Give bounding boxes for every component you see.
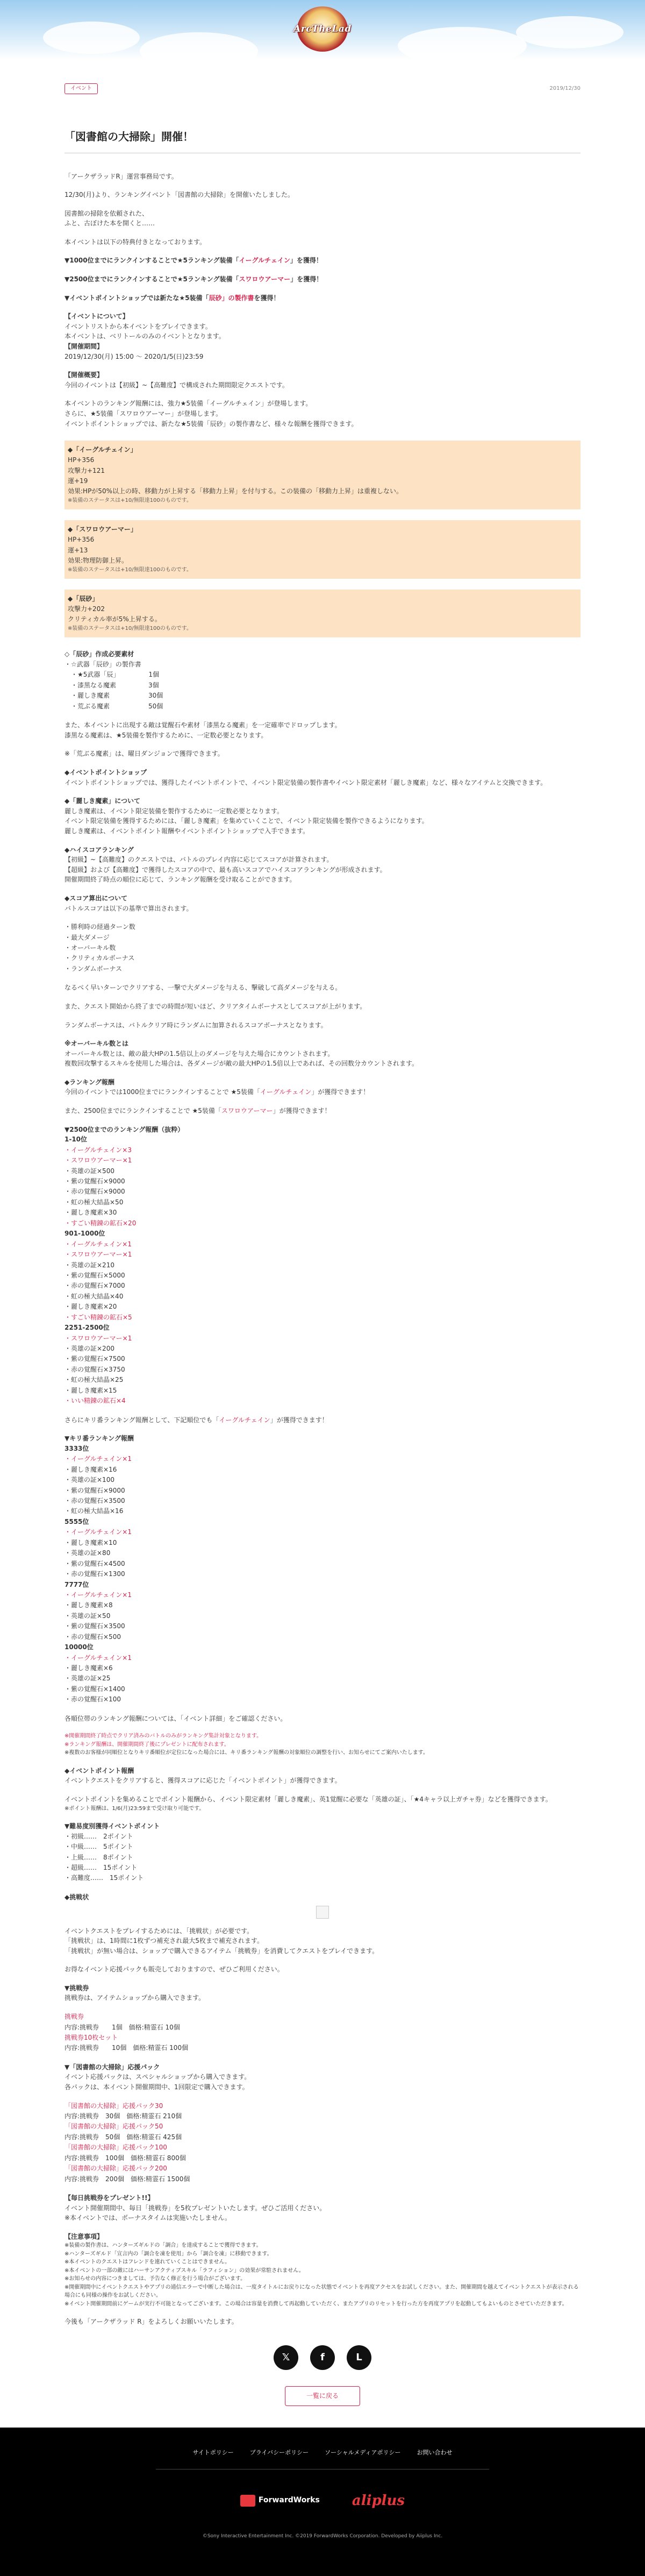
section-heading: ◆イベントポイント報酬 xyxy=(64,1766,134,1775)
reward-item: ・英雄の証×500 xyxy=(64,1167,114,1175)
list-item: 「図書館の大掃除」応援パック50 xyxy=(64,2123,163,2131)
section-heading: 【注意事項】 xyxy=(64,2232,104,2240)
text-line: 麗しき魔素は、イベント限定装備を製作するために一定数必要となります。 xyxy=(64,807,284,815)
forwardworks-mark-icon xyxy=(240,2495,255,2507)
section-heading: 【開催期間】 xyxy=(64,343,104,351)
section-heading: ▼挑戦券 xyxy=(64,1984,89,1992)
note-line: ※開催期間終了時点でクリア済みのバトルのみがランキング集計対象となります。 xyxy=(64,1733,262,1740)
footer-link-site-policy[interactable]: サイトポリシー xyxy=(192,2449,234,2456)
text-line: オーバーキル数とは、敵の最大HPの1.5倍以上のダメージを与えた場合にカウントされます。 xyxy=(64,1049,334,1058)
reward-item: ・英雄の証×25 xyxy=(64,1674,111,1683)
closing-line: 今後も「アークザラッド R」をよろしくお願いいたします。 xyxy=(64,2318,238,2326)
intro-line: ふと、古ぼけた本を開くと…… xyxy=(64,219,155,228)
reward-item: ・紫の覚醒石×3500 xyxy=(64,1622,125,1630)
reward-item: ・英雄の証×80 xyxy=(64,1549,111,1557)
section-heading: ▼キリ番ランキング報酬 xyxy=(64,1435,134,1443)
rank-tier-heading: 3333位 xyxy=(64,1444,89,1452)
reward-item: ・いい精錬の鉱石×4 xyxy=(64,1397,126,1405)
ranking-reward-list xyxy=(64,1134,580,1406)
list-item: 内容:挑戦券 30個 価格:精霊石 210個 xyxy=(64,2112,182,2120)
reward-item: ・麗しき魔素×6 xyxy=(64,1664,113,1672)
category-tag: イベント xyxy=(64,83,98,94)
reward-item: ・イーグルチェイン×1 xyxy=(64,1654,132,1662)
text-line: イベントポイントを集めることでポイント報酬から、イベント限定素材「麗しき魔素」、英1覚醒に必要な「英雄の証」、「★4キャラ以上ガチャ券」などを獲得できます。 xyxy=(64,1796,552,1804)
text-line: 本イベントのランキング報酬には、強力★5装備「イーグルチェイン」が登場します。 xyxy=(64,400,312,408)
game-logo[interactable]: ArcTheLad xyxy=(297,6,348,52)
reward-item: ・イーグルチェイン×1 xyxy=(64,1455,132,1463)
text-line: ※「荒ぶる魔素」は、曜日ダンジョンで獲得できます。 xyxy=(64,750,224,758)
copyright: ©Sony Interactive Entertainment Inc. ©2019 ForwardWorks Corporation. Developed by Aiiplus Inc. xyxy=(202,2534,443,2539)
text-line: ランダムボーナスは、バトルクリア時にランダムに加算されるスコアボーナスとなります。 xyxy=(64,1021,327,1029)
difficulty-points-list: ・初級…… 2ポイント ・中級…… 5ポイント ・上級…… 8ポイント ・超級…… 15ポイント ・高難度…… 15ポイント xyxy=(64,1832,144,1882)
reward-item: ・虹の極大結晶×40 xyxy=(64,1292,124,1300)
rank-tier-heading: 7777位 xyxy=(64,1580,89,1588)
reward-item: ・赤の覚醒石×9000 xyxy=(64,1188,125,1196)
reward-item: ・赤の覚醒石×3500 xyxy=(64,1497,125,1505)
rank-tier-heading: 1-10位 xyxy=(64,1136,88,1144)
reward-item: ・麗しき魔素×20 xyxy=(64,1303,117,1311)
list-item: 内容:挑戦券 200個 価格:精霊石 1500個 xyxy=(64,2175,190,2183)
section-heading: ▼2500位までのランキング報酬（抜粋） xyxy=(64,1125,184,1133)
twitter-icon[interactable]: 𝕏 xyxy=(274,2345,298,2370)
reward-item: ・すごい精錬の鉱石×20 xyxy=(64,1219,137,1227)
reward-item: ・赤の覚醒石×3750 xyxy=(64,1365,125,1373)
text-line: 各順位帯のランキング報酬については、「イベント詳細」をご確認ください。 xyxy=(64,1714,287,1722)
equip-card: ◆「辰砂」 攻撃力+202 クリティカル率が5%上昇する。 ※装備のステータスは+10/無限達100のものです。 xyxy=(64,590,580,638)
text-line: 開催期間終了時点の順位に応じて、ランキング報酬を受け取ることができます。 xyxy=(64,876,296,884)
facebook-icon[interactable]: f xyxy=(310,2345,335,2370)
cloud xyxy=(398,27,527,59)
section-heading: ◆ランキング報酬 xyxy=(64,1078,114,1086)
reward-item: ・虹の極大結晶×50 xyxy=(64,1198,124,1206)
text-line: イベントポイントショップでは、新たな★5装備「辰砂」の製作書など、様々な報酬を獲得できます。 xyxy=(64,420,358,428)
text-line: なるべく早いターンでクリアする、一撃で大ダメージを与える、撃破して高ダメージを与える。 xyxy=(64,984,342,992)
text-line: イベントクエストをプレイするためには、「挑戦状」が必要です。 xyxy=(64,1927,254,1935)
reward-item: ・麗しき魔素×8 xyxy=(64,1601,113,1609)
reward-item: ・イーグルチェイン×1 xyxy=(64,1240,132,1248)
reward-item: ・英雄の証×210 xyxy=(64,1261,114,1269)
reward-item: ・虹の極大結晶×25 xyxy=(64,1376,124,1384)
note-line: ※ランキング報酬は、開催期間終了後にプレゼントに配布されます。 xyxy=(64,1741,230,1748)
ticket-list xyxy=(64,2012,580,2054)
header-banner xyxy=(0,0,645,59)
reward-item: ・英雄の証×200 xyxy=(64,1345,114,1352)
text-line: イベント限定装備を獲得するためには、「麗しき魔素」を集めていくことで、イベント限定装備を製作できるようになります。 xyxy=(64,817,428,825)
text-line: お得なイベント応援パックも販売しておりますので、ぜひご利用ください。 xyxy=(64,1965,284,1974)
feature-line: ▼1000位までにランクインすることで★5ランキング装備「イーグルチェイン」を獲得！ xyxy=(64,257,322,265)
reward-item: ・紫の覚醒石×4500 xyxy=(64,1559,125,1567)
equip-card: ◆「スワロウアーマー」 HP+356 運+13 効果:物理防御上昇。 ※装備のステータスは+10/無限達100のものです。 xyxy=(64,520,580,579)
page-title: 「図書館の大掃除」開催！ xyxy=(64,129,580,153)
text-line: イベントクエストをクリアすると、獲得スコアに応じた「イベントポイント」が獲得できます。 xyxy=(64,1777,341,1785)
brand-logos xyxy=(0,2490,645,2511)
list-item: 内容:挑戦券 100個 価格:精霊石 800個 xyxy=(64,2154,186,2162)
list-item: 内容:挑戦券 1個 価格:精霊石 10個 xyxy=(64,2023,180,2031)
section-heading: ※オーバーキル数とは xyxy=(64,1040,128,1048)
list-item: 「図書館の大掃除」応援パック200 xyxy=(64,2165,167,2173)
reward-item: ・スワロウアーマー×1 xyxy=(64,1251,132,1259)
section-heading: 【イベントについて】 xyxy=(64,313,129,321)
aliplus-logo[interactable]: aliplus xyxy=(352,2492,405,2509)
footer-links xyxy=(0,2428,645,2457)
section-heading: ◆イベントポイントショップ xyxy=(64,769,147,776)
footer-link-contact[interactable]: お問い合わせ xyxy=(417,2449,453,2456)
reward-item: ・麗しき魔素×16 xyxy=(64,1465,117,1473)
intro-line: 12/30(月)より、ランキングイベント「図書館の大掃除」を開催いたしました。 xyxy=(64,191,294,199)
reward-item: ・麗しき魔素×10 xyxy=(64,1538,117,1546)
cloud xyxy=(516,16,624,48)
social-share xyxy=(64,2345,580,2370)
reward-item: ・赤の覚醒石×7000 xyxy=(64,1282,125,1290)
text-line: 「挑戦状」が無い場合は、ショップで購入できるアイテム「挑戦券」を消費してクエストをプレイできます。 xyxy=(64,1947,379,1955)
reward-item: ・赤の覚醒石×100 xyxy=(64,1695,121,1704)
reward-item: ・紫の覚醒石×7500 xyxy=(64,1355,125,1363)
reward-item: ・紫の覚醒石×1400 xyxy=(64,1685,125,1693)
intro-line: 「アークザラッドR」運営事務局です。 xyxy=(64,172,178,180)
reward-item: ・英雄の証×100 xyxy=(64,1476,114,1484)
reward-item: ・紫の覚醒石×9000 xyxy=(64,1177,125,1185)
reward-item: ・赤の覚醒石×500 xyxy=(64,1633,121,1641)
footer-link-privacy[interactable]: プライバシーポリシー xyxy=(249,2449,309,2456)
note-line: ※ポイント報酬は、1/6(月)23:59まで受け取り可能です。 xyxy=(64,1805,205,1812)
text-line: また、クエスト開始から終了までの時間が短いほど、クリアタイムボーナスとしてスコアが上がります。 xyxy=(64,1002,367,1010)
list-item: 挑戦券10枚セット xyxy=(64,2033,118,2041)
text-line: さらに、★5装備「スワロウアーマー」が登場します。 xyxy=(64,410,223,417)
text-line: さらにキリ番ランキング報酬として、下記順位でも「イーグルチェイン」が獲得できます！ xyxy=(64,1416,328,1424)
materials-list: ・☆武器「辰砂」の製作書 ・★5武器「辰」 1個 ・漆黒なる魔素 3個 ・麗しき魔素 30個 ・荒ぶる魔素 50個 xyxy=(64,661,163,710)
site-footer xyxy=(0,2428,645,2576)
post-date: 2019/12/30 xyxy=(549,86,580,91)
cloud xyxy=(140,32,258,59)
text-line: 漆黒なる魔素は、★5装備を製作するために、一定数必要となります。 xyxy=(64,731,268,739)
rank-tier-heading: 901-1000位 xyxy=(64,1230,105,1238)
reward-item: ・スワロウアーマー×1 xyxy=(64,1334,132,1342)
list-item: 内容:挑戦券 10個 価格:精霊石 100個 xyxy=(64,2044,189,2052)
section-heading: ◆挑戦状 xyxy=(64,1893,89,1901)
list-item: 「図書館の大掃除」応援パック100 xyxy=(64,2144,167,2152)
event-period: 2019/12/30(月) 15:00 ～ 2020/1/5(日)23:59 xyxy=(64,352,204,360)
section-heading: ▼難易度別獲得イベントポイント xyxy=(64,1822,160,1830)
reward-item: ・麗しき魔素×15 xyxy=(64,1386,117,1394)
section-heading: ◆スコア算出について xyxy=(64,894,127,902)
reward-item: ・イーグルチェイン×1 xyxy=(64,1528,132,1536)
reward-item: ・すごい精錬の鉱石×5 xyxy=(64,1313,132,1321)
text-line: 【超級】および【高難度】で獲得したスコアの中で、最も高いスコアでハイスコアランキングが形成されます。 xyxy=(64,865,386,874)
text-line: 本イベントは、ベリトールのみのイベントとなります。 xyxy=(64,332,225,340)
text-line: また、2500位までにランクインすることで ★5装備「スワロウアーマー」が獲得できます！ xyxy=(64,1107,331,1115)
text-line: 挑戦券は、アイテムショップから購入できます。 xyxy=(64,1994,205,2002)
rank-tier-heading: 5555位 xyxy=(64,1517,89,1525)
reward-item: ・イーグルチェイン×3 xyxy=(64,1146,132,1154)
forwardworks-logo[interactable]: ForwardWorks xyxy=(240,2495,320,2507)
text-line: イベント応援パックは、スペシャルショップから購入できます。 xyxy=(64,2073,251,2081)
text-line: また、本イベントに出現する敵は覚醒石や素材「漆黒なる魔素」を一定確率でドロップします。 xyxy=(64,721,341,729)
list-item: 挑戦券 xyxy=(64,2013,84,2021)
intro-line: 本イベントは以下の特典付きとなっております。 xyxy=(64,238,206,246)
text-line: 「挑戦状」は、1時間に1枚ずつ補充され最大5枚まで補充されます。 xyxy=(64,1937,263,1945)
article-meta xyxy=(64,83,580,94)
intro-line: 図書館の掃除を依頼された、 xyxy=(64,209,149,217)
text-line: イベントポイントショップでは、獲得したイベントポイントで、イベント限定装備の製作書やイベント限定素材「麗しき魔素」など、様々なアイテムと交換できます。 xyxy=(64,778,547,786)
kiriban-reward-list xyxy=(64,1444,580,1705)
reward-item: ・スワロウアーマー×1 xyxy=(64,1156,132,1165)
score-criteria-list: ・勝利時の経過ターン数 ・最大ダメージ ・オーバーキル数 ・クリティカルボーナス ・ランダムボーナス xyxy=(64,923,135,973)
text-line: バトルスコアは以下の基準で算出されます。 xyxy=(64,904,193,912)
reward-item: ・英雄の証×50 xyxy=(64,1612,111,1620)
cloud xyxy=(43,22,140,54)
list-item: 「図書館の大掃除」応援パック30 xyxy=(64,2102,163,2110)
reward-item: ・イーグルチェイン×1 xyxy=(64,1591,132,1599)
text-line: ※本イベントでは、ボーナスタイムは実施いたしません。 xyxy=(64,2214,232,2222)
rank-tier-heading: 2251-2500位 xyxy=(64,1324,110,1332)
rank-tier-heading: 10000位 xyxy=(64,1643,94,1651)
feature-line: ▼2500位までにランクインすることで★5ランキング装備「スワロウアーマー」を獲得！ xyxy=(64,275,323,283)
text-line: イベントリストから本イベントをプレイできます。 xyxy=(64,322,212,330)
reward-item: ・紫の覚醒石×5000 xyxy=(64,1271,125,1279)
pack-list xyxy=(64,2101,580,2185)
list-item: 内容:挑戦券 50個 価格:精霊石 425個 xyxy=(64,2133,182,2141)
note-line: ※複数のお客様が同順位となりキリ番順位が定位になった場合には、キリ番ランキング報酬の対象順位の調整を行い、お知らせにてご案内いたします。 xyxy=(64,1750,428,1756)
article-container xyxy=(64,59,580,2406)
equip-card: ◆「イーグルチェイン」 HP+356 攻撃力+121 運+19 効果:HPが50%以上の時、移動力が上昇する「移動力上昇」を付与する。この装備の「移動力上昇」は重複しない。 ※装備のステータスは+10/無限達100のものです。 xyxy=(64,441,580,509)
section-heading: ◆「麗しき魔素」について xyxy=(64,797,140,805)
broken-image-icon xyxy=(316,1906,329,1919)
text-line: イベント開催期間中、毎日「挑戦券」を5枚プレゼントいたします。ぜひご活用ください。 xyxy=(64,2204,326,2212)
section-heading: ◆ハイスコアランキング xyxy=(64,846,134,854)
line-icon[interactable]: L xyxy=(347,2345,371,2370)
text-line: 今回のイベントは【初級】~【高難度】で構成された期間限定クエストです。 xyxy=(64,381,289,389)
text-line: 複数回攻撃するスキルを使用した場合は、各ダメージが敵の最大HPの1.5倍以上であれば、その回数分カウントされます。 xyxy=(64,1060,419,1068)
reward-item: ・虹の極大結晶×16 xyxy=(64,1507,124,1515)
section-heading: ◇「辰砂」作成必要素材 xyxy=(64,650,134,658)
section-heading: ▼「図書館の大掃除」応援パック xyxy=(64,2063,160,2071)
footer-link-social[interactable]: ソーシャルメディアポリシー xyxy=(325,2449,401,2456)
text-line: 今回のイベントでは1000位までにランクインすることで ★5装備「イーグルチェイン」が獲得できます！ xyxy=(64,1088,370,1096)
text-line: 【初級】~【高難度】のクエストでは、バトルのプレイ内容に応じてスコアが計算されます。 xyxy=(64,856,333,864)
reward-item: ・紫の覚醒石×9000 xyxy=(64,1486,125,1494)
text-line: 各パックは、本イベント開催期間中、1回限定で購入できます。 xyxy=(64,2083,249,2091)
text-line: 麗しき魔素は、イベントポイント報酬やイベントポイントショップで入手できます。 xyxy=(64,827,310,835)
section-heading: 【毎日挑戦券をプレゼント!!】 xyxy=(64,2194,154,2202)
section-heading: 【開催概要】 xyxy=(64,371,104,379)
article-body xyxy=(64,153,580,2327)
notes-list: ※装備の製作書は、ハンターズギルドの「調合」を達成することで獲得できます。 ※ハンターズギルド「宣言内の「調合を凍を使用」から「調合を凍」に移動できます。 ※本イベントのクエストはフレンドを連れていくことはできません。 ※本イベントの一部の敵にはハーサンアクティブスキル「ラフィション」の効果が常駐されません。 ※お知らせの内容につきましては、予告なく修正を行う場合がございます。 ※開催期間中にイベントクエストやアプリの通信エラーで中断した場合は、一度タイトルにお戻りになった状態でイベントを再度アクセスをお試しください。また、開催期間を越えてイベントクエストが表示される場合にも同様の操作をお試しください。 ※イベント開催期間前にゲームが実行不可能となってございます。この場合は容量を消費して再起動していただく、またアプリのリセットを行った方を再度アプリを起動してもよいものとさせていただきます。 xyxy=(64,2243,579,2307)
feature-line: ▼イベントポイントショップでは新たな★5装備「辰砂」の製作書を獲得！ xyxy=(64,294,280,302)
reward-item: ・麗しき魔素×30 xyxy=(64,1209,117,1217)
reward-item: ・赤の覚醒石×1300 xyxy=(64,1570,125,1578)
back-to-list-button[interactable]: 一覧に戻る xyxy=(285,2386,360,2406)
